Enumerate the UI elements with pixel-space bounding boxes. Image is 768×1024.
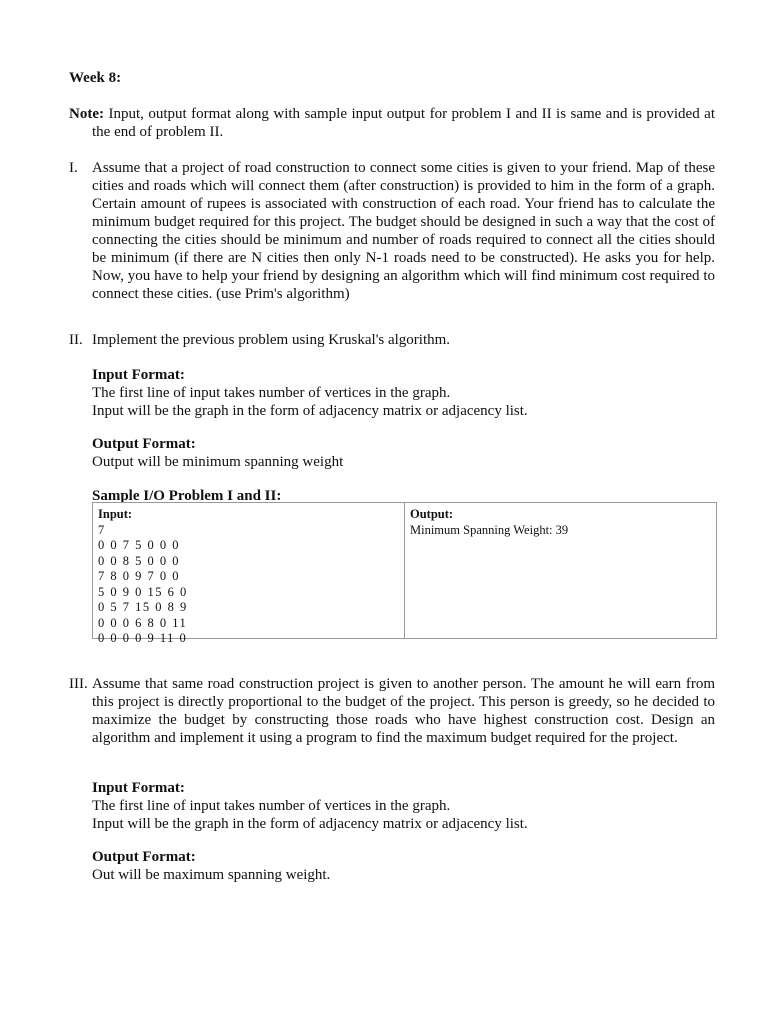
note-label: Note: [69, 106, 104, 122]
problem-1 [69, 159, 715, 303]
sample-input-line: 0 0 8 5 0 0 0 [98, 553, 180, 568]
sample-input-cell [93, 503, 405, 645]
output-format-line: Out will be maximum spanning weight. [92, 867, 331, 883]
sample-io-heading: Sample I/O Problem I and II: [92, 488, 282, 504]
sample-input-line: 0 0 0 6 8 0 11 [98, 615, 188, 630]
note-paragraph [69, 105, 715, 141]
problem-3-input-format [92, 779, 715, 833]
sample-input-line: 7 [98, 522, 106, 537]
sample-input-line: 5 0 9 0 15 6 0 [98, 584, 188, 599]
note-text: Input, output format along with sample input output for problem I and II is same and is provided at the end of problem II. [92, 106, 715, 140]
problem-2-text: Implement the previous problem using Kruskal's algorithm. [92, 332, 451, 348]
sample-input-line: 0 0 0 0 9 11 0 [98, 631, 188, 645]
sample-input-line: 0 5 7 15 0 8 9 [98, 600, 188, 614]
sample-input-line: 7 8 0 9 7 0 0 [98, 569, 180, 583]
sample-output-text: Minimum Spanning Weight: 39 [410, 522, 569, 537]
problem-2-output-format [92, 435, 715, 471]
input-format-line: The first line of input takes number of vertices in the graph. [92, 798, 451, 814]
sample-output-heading: Output: [410, 507, 454, 521]
problem-1-text: Assume that a project of road construction to connect some cities is given to your friend. Map of these cities and roads which will connect them (after construction) is provided to him in the form of a graph. Certain amount of rupees is associated with construction of each road. Your friend has to calculate the minimum budget required for this project. The budget should be designed in such a way that the cost of connecting the cities should be minimum and number of roads required to connect all the cities should be minimum (if there are N cities then only N-1 roads need to be constructed). He asks you for help. Now, you have to help your friend by designing an algorithm which will find minimum cost required to connect these cities. (use Prim's algorithm) [92, 160, 715, 302]
input-format-line: Input will be the graph in the form of adjacency matrix or adjacency list. [92, 816, 528, 832]
sample-input-line: 0 0 7 5 0 0 0 [98, 538, 180, 552]
problem-3-text: Assume that same road construction project is given to another person. The amount he will earn from this project is directly proportional to the budget of the project. This person is greedy, so he decided to maximize the budget by constructing those roads who have highest construction cost. Design an algorithm and implement it using a program to find the maximum budget required for the project. [92, 676, 715, 746]
problem-3-output-format [92, 848, 715, 884]
problem-2-input-format [92, 366, 715, 420]
output-format-heading: Output Format: [92, 436, 196, 452]
sample-io-table [92, 502, 717, 645]
sample-output-cell [405, 503, 716, 638]
sample-input-heading: Input: [98, 507, 133, 521]
input-format-line: Input will be the graph in the form of adjacency matrix or adjacency list. [92, 403, 528, 419]
input-format-line: The first line of input takes number of vertices in the graph. [92, 385, 451, 401]
problem-3-number: III. [69, 676, 88, 692]
output-format-line: Output will be minimum spanning weight [92, 454, 344, 470]
problem-1-number: I. [69, 160, 78, 176]
problem-3 [69, 675, 715, 747]
problem-2 [69, 331, 715, 349]
output-format-heading: Output Format: [92, 849, 196, 865]
input-format-heading: Input Format: [92, 780, 185, 796]
problem-2-number: II. [69, 332, 83, 348]
week-title: Week 8: [69, 70, 122, 86]
input-format-heading: Input Format: [92, 367, 185, 383]
